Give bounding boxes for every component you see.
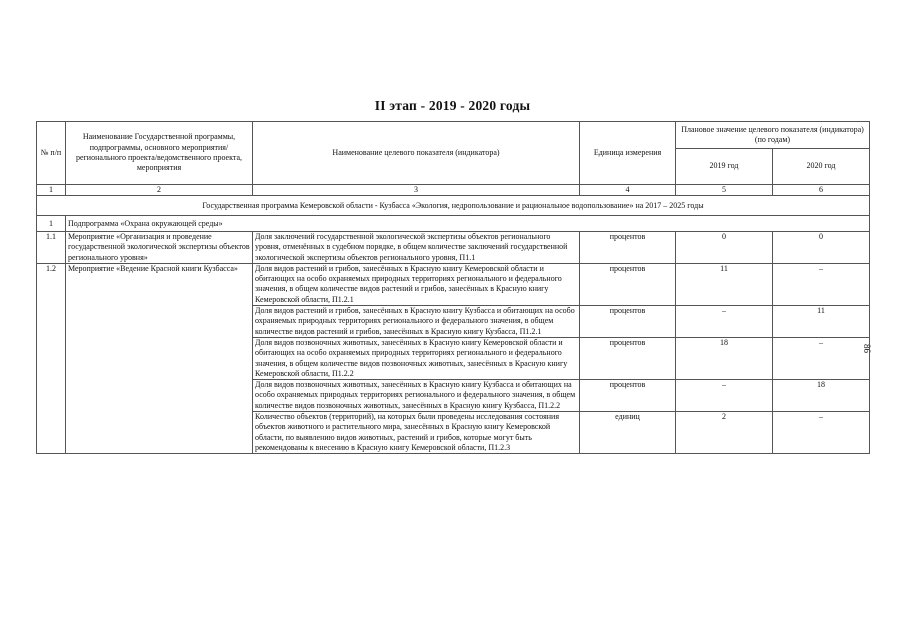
indicator-name: Доля видов позвоночных животных, занесённых в Красную книгу Кемеровской области и обитающих на особо охраняемых природных территориях регионального и федерального значения, в общем количестве видов позвоночных животных, занесённых в Красную книгу Кемеровской области, П1.2.2: [253, 337, 580, 379]
value-2020: –: [773, 337, 870, 379]
unit-cell: процентов: [580, 306, 676, 338]
table-row: [37, 232, 870, 264]
header-program: Наименование Государственной программы, подпрограммы, основного мероприятия/регионального проекта/ведомственного проекта, мероприятия: [66, 122, 253, 185]
unit-cell: процентов: [580, 232, 676, 264]
value-2019: 11: [676, 263, 773, 305]
subprogram-name: Подпрограмма «Охрана окружающей среды»: [66, 216, 870, 232]
value-2020: –: [773, 412, 870, 454]
unit-cell: единиц: [580, 412, 676, 454]
indicator-name: Доля заключений государственной экологической экспертизы объектов регионального уровня, отменённых в судебном порядке, в общем количестве заключений государственной экологической экспертизы объектов регионального уровня, П1.1: [253, 232, 580, 264]
header-num: № п/п: [37, 122, 66, 185]
header-year-2019: 2019 год: [676, 149, 773, 185]
indicator-name: Количество объектов (территорий), на которых были проведены исследования состояния объектов животного и растительного мира, занесённых в Красную книгу Кемеровской области, по выявлению видов животных, растений и грибов, которые могут быть рекомендованы к внесению в Красную книгу Кемеровской области, П1.2.3: [253, 412, 580, 454]
row-num: 1.2: [37, 263, 66, 453]
value-2020: 0: [773, 232, 870, 264]
indicators-table: [36, 121, 870, 454]
value-2019: –: [676, 380, 773, 412]
column-number: 5: [676, 185, 773, 196]
indicator-name: Доля видов позвоночных животных, занесённых в Красную книгу Кузбасса и обитающих на особо охраняемых природных территориях регионального и федерального значения, в общем количестве видов позвоночных животных, занесённых в Красную книгу Кузбасса, П1.2.2: [253, 380, 580, 412]
state-program-row: [37, 196, 870, 216]
column-number: 6: [773, 185, 870, 196]
page-number: 86: [862, 344, 872, 353]
subprogram-row: [37, 216, 870, 232]
column-number: 2: [66, 185, 253, 196]
state-program-title: Государственная программа Кемеровской области - Кузбасса «Экология, недропользование и рациональное водопользование» на 2017 – 2025 годы: [37, 196, 870, 216]
value-2019: –: [676, 306, 773, 338]
page-title: II этап - 2019 - 2020 годы: [374, 98, 531, 113]
measure-name: Мероприятие «Ведение Красной книги Кузбасса»: [66, 263, 253, 453]
value-2019: 2: [676, 412, 773, 454]
value-2019: 18: [676, 337, 773, 379]
indicator-name: Доля видов растений и грибов, занесённых в Красную книгу Кузбасса и обитающих на особо охраняемых природных территориях регионального и федерального значения, в общем количестве видов растений и грибов, занесённых в Красную книгу Кузбасса, П1.2.1: [253, 306, 580, 338]
table-row: [37, 263, 870, 305]
header-unit: Единица измерения: [580, 122, 676, 185]
column-number: 3: [253, 185, 580, 196]
value-2020: 11: [773, 306, 870, 338]
unit-cell: процентов: [580, 263, 676, 305]
indicator-name: Доля видов растений и грибов, занесённых в Красную книгу Кемеровской области и обитающих на особо охраняемых природных территориях регионального и федерального значения, в общем количестве видов растений и грибов, занесённых в Красную книгу Кемеровской области, П1.2.1: [253, 263, 580, 305]
header-year-2020: 2020 год: [773, 149, 870, 185]
column-number: 1: [37, 185, 66, 196]
value-2020: –: [773, 263, 870, 305]
header-indicator: Наименование целевого показателя (индикатора): [253, 122, 580, 185]
header-planned-value: Плановое значение целевого показателя (индикатора) (по годам): [676, 122, 870, 149]
value-2019: 0: [676, 232, 773, 264]
column-numbers-row: [37, 185, 870, 196]
row-num: 1.1: [37, 232, 66, 264]
subprogram-num: 1: [37, 216, 66, 232]
unit-cell: процентов: [580, 337, 676, 379]
value-2020: 18: [773, 380, 870, 412]
column-number: 4: [580, 185, 676, 196]
measure-name: Мероприятие «Организация и проведение государственной экологической экспертизы объектов регионального уровня»: [66, 232, 253, 264]
unit-cell: процентов: [580, 380, 676, 412]
